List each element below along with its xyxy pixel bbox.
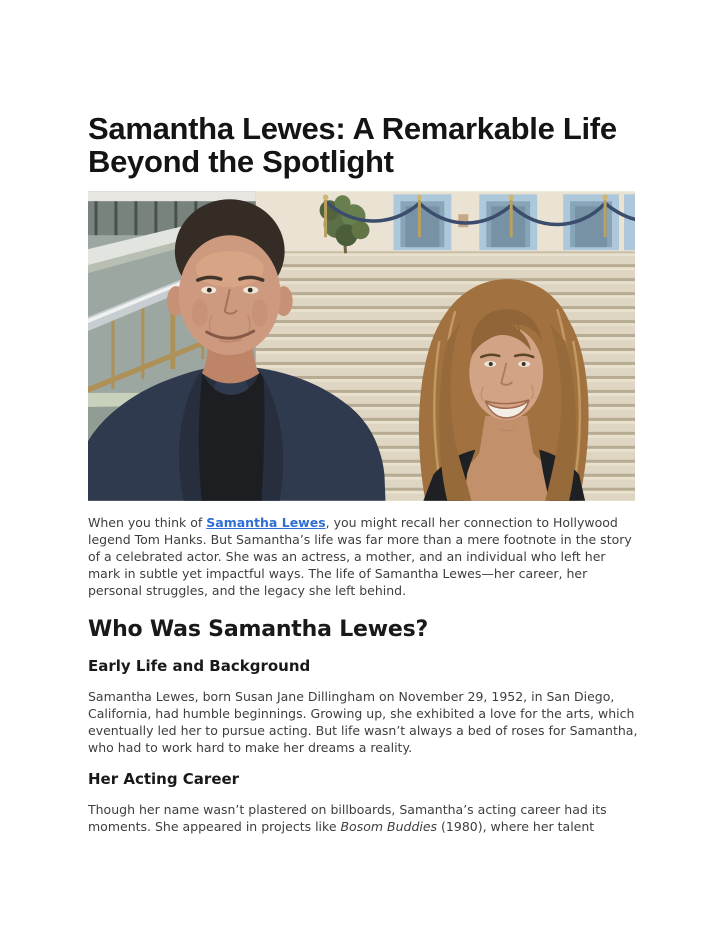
intro-paragraph xyxy=(88,514,640,599)
intro-text-after-link: , you might recall her connection to Hollywood legend Tom Hanks. But Samantha’s life was far more than a mere footnote in the story of a celebrated actor. She was an actress, a mother, and an individual who left her mark in subtle yet impactful ways. The life of Samantha Lewes—her career, her personal struggles, and the legacy she left behind. xyxy=(88,515,632,598)
hero-photo xyxy=(88,191,635,501)
acting-career-text-start: Though her name wasn’t plastered on billboards, Samantha’s acting career had its moments. She appeared in projects like xyxy=(88,802,607,834)
movie-title-italic: Bosom Buddies xyxy=(340,819,438,834)
article-title: Samantha Lewes: A Remarkable Life Beyond the Spotlight xyxy=(88,111,617,179)
acting-career-text-end: (1980), where her talent xyxy=(437,819,595,834)
samantha-lewes-link[interactable]: Samantha Lewes xyxy=(206,515,326,530)
early-life-paragraph: Samantha Lewes, born Susan Jane Dillingham on November 29, 1952, in San Diego, California, had humble beginnings. Growing up, she exhibited a love for the arts, which eventually led her to pursue acting. But life wasn’t always a bed of roses for Samantha, who had to work hard to make her dreams a reality. xyxy=(88,689,638,755)
acting-career-paragraph xyxy=(88,801,640,835)
intro-text-before-link: When you think of xyxy=(88,515,207,530)
hero-photo-illustration xyxy=(88,191,635,501)
subsection-heading-early-life: Early Life and Background xyxy=(88,657,311,675)
subsection-heading-acting-career: Her Acting Career xyxy=(88,770,240,788)
section-heading-who-was: Who Was Samantha Lewes? xyxy=(88,617,429,642)
